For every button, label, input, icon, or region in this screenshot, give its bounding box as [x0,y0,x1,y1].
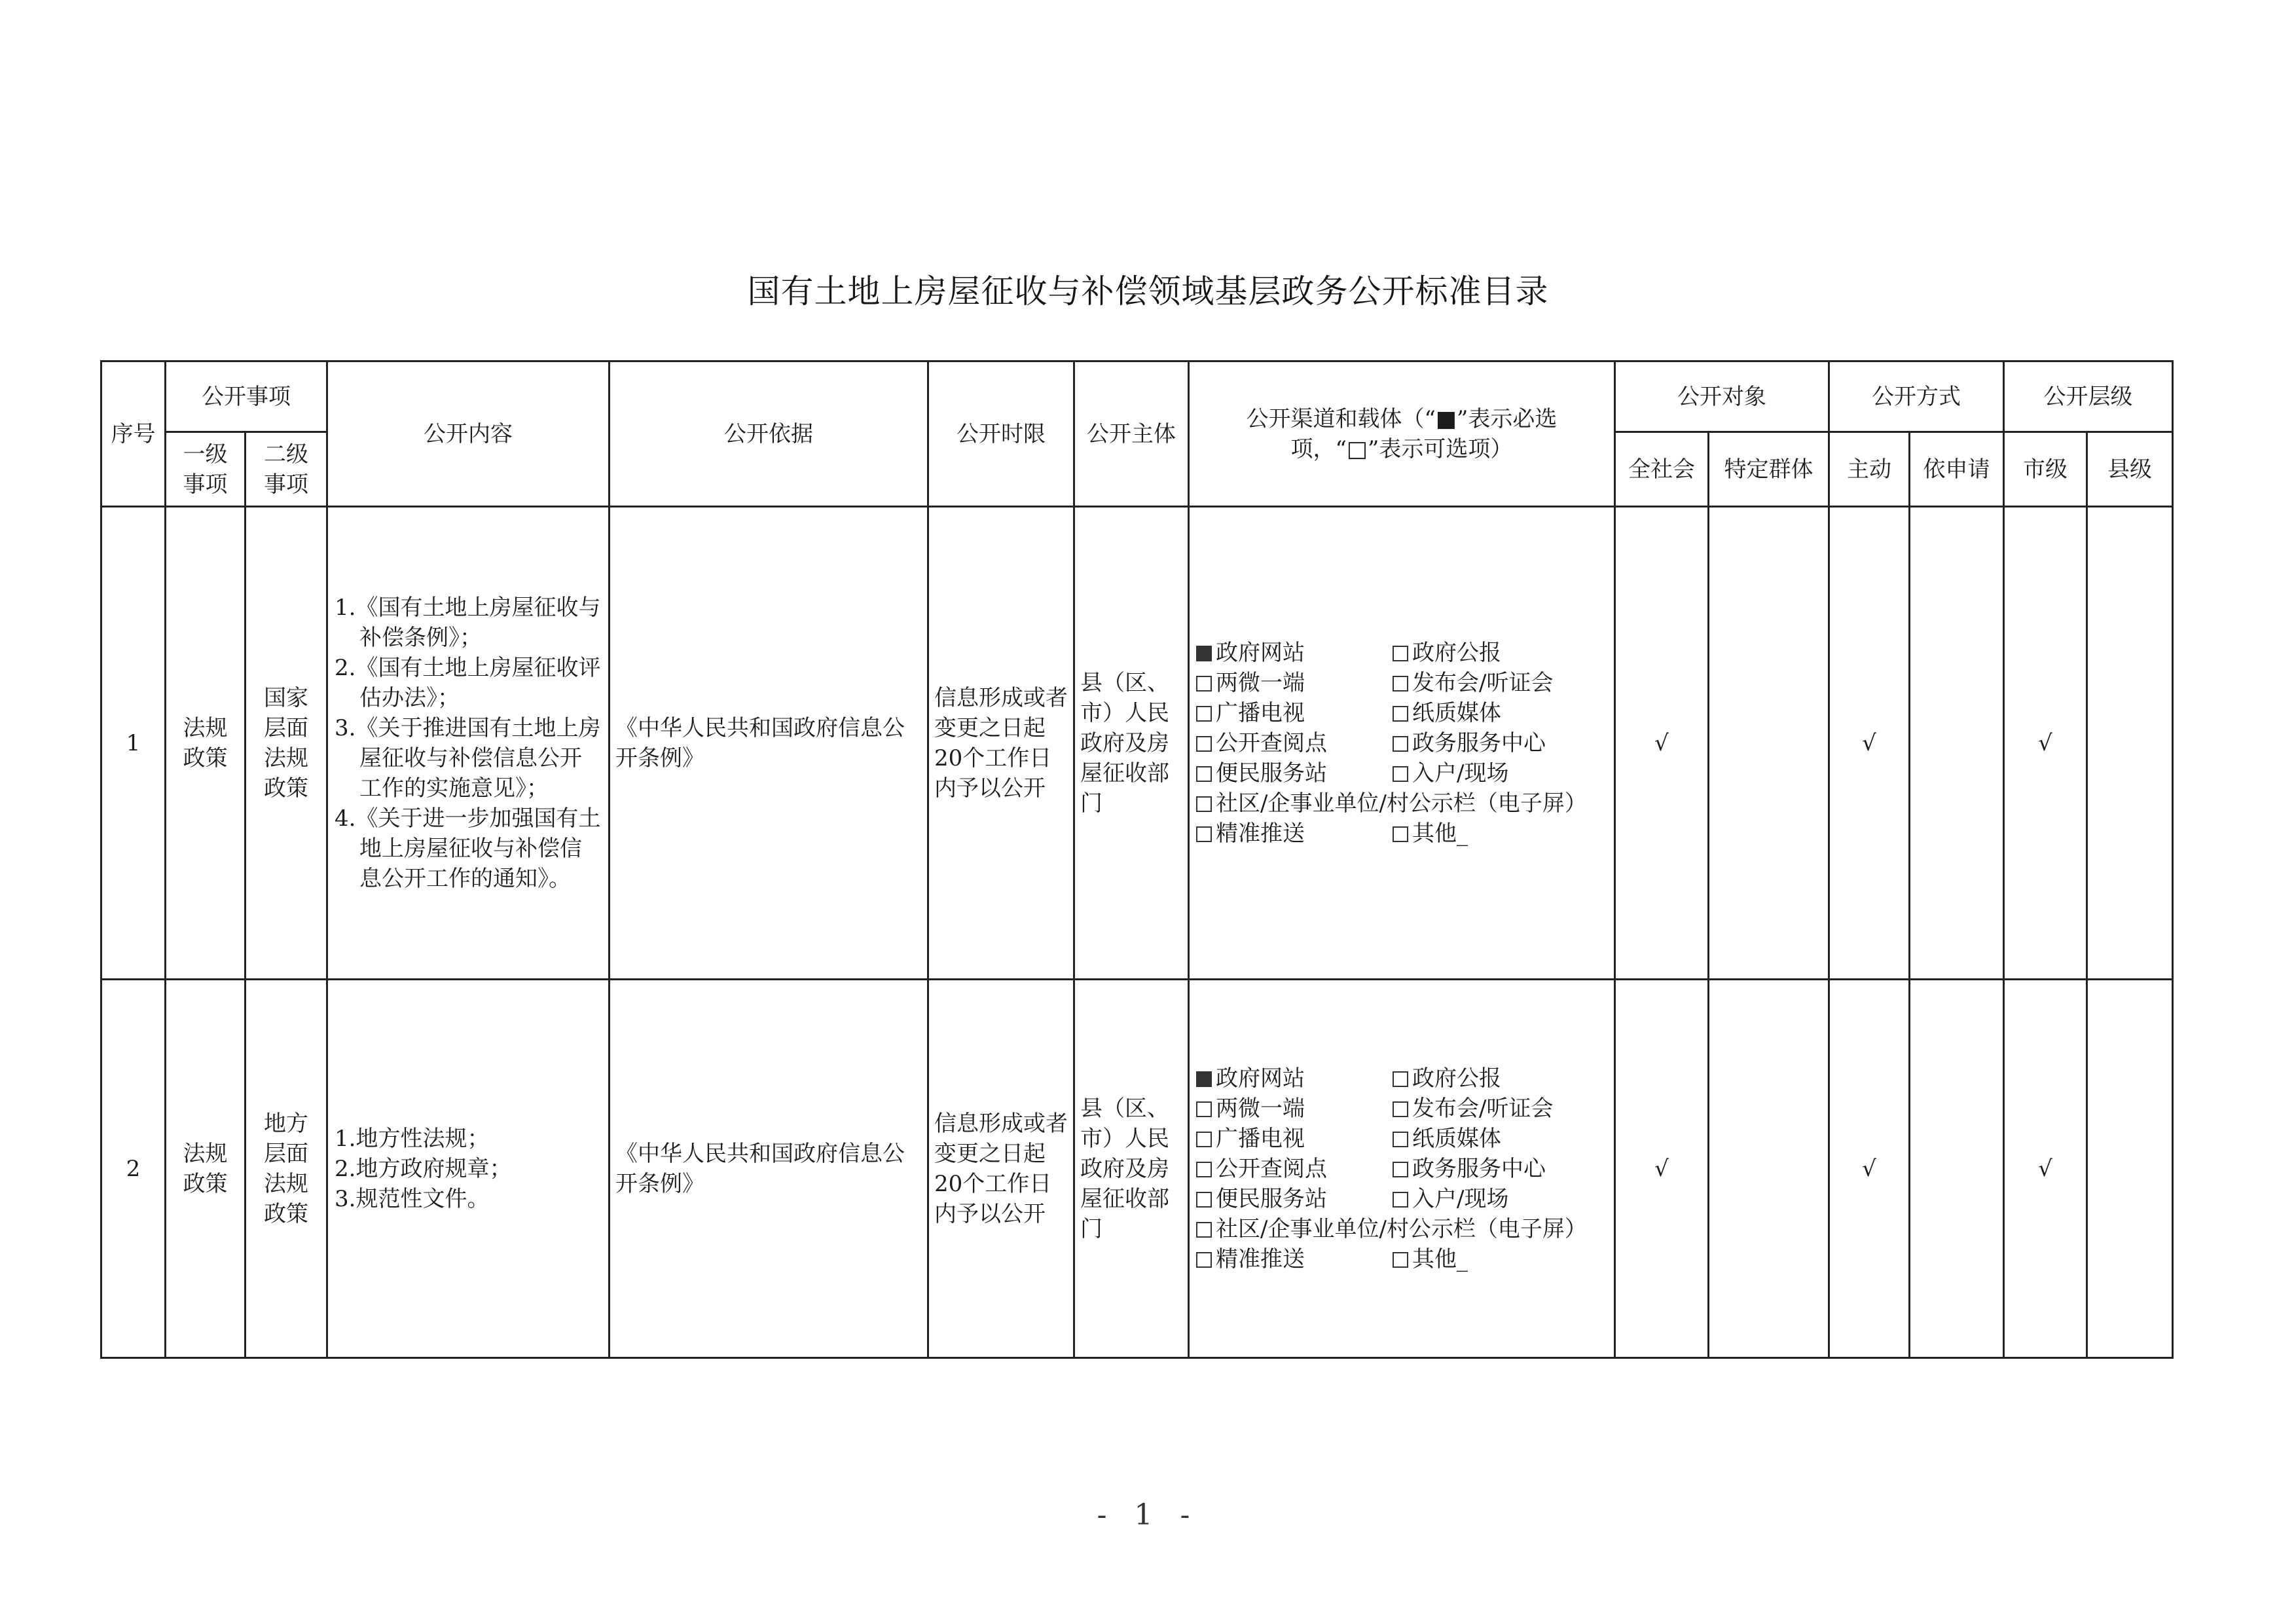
empty-square-icon [1196,676,1212,692]
channel-option [1393,698,1609,728]
row-seq: 2 [101,980,166,1358]
empty-square-icon [1196,736,1212,752]
header-level2-line2: 事项 [264,471,308,498]
channel-label: 公开查阅点 [1216,729,1327,756]
row-time-limit: 信息形成或者变更之日起20个工作日内予以公开 [928,507,1074,980]
channel-option [1196,1184,1393,1214]
channel-label: 纸质媒体 [1412,1125,1501,1152]
catalog-table [100,360,2174,1359]
level-city-check: √ [2004,980,2087,1358]
level-city-check: √ [2004,507,2087,980]
header-level: 公开层级 [2004,361,2173,432]
channel-label: 政务服务中心 [1412,729,1546,756]
channel-option [1196,698,1393,728]
channel-label: 入户/现场 [1412,760,1509,786]
row-level2-line: 地方 [264,1110,308,1137]
header-level-county: 县级 [2087,432,2173,507]
channel-label: 广播电视 [1216,1125,1305,1152]
channel-label: 便民服务站 [1216,1185,1327,1212]
empty-square-icon [1393,1071,1408,1087]
table-row [101,980,2173,1358]
header-level2 [246,432,327,507]
header-method-active: 主动 [1829,432,1910,507]
row-level2-line: 法规 [264,1170,308,1197]
channel-label: 发布会/听证会 [1412,669,1554,696]
channel-label: 政府网站 [1216,639,1305,666]
empty-square-icon [1393,1192,1408,1208]
empty-square-icon [1196,766,1212,782]
channel-option [1393,758,1609,788]
channel-label: 政务服务中心 [1412,1155,1546,1182]
row-level2-line: 政策 [264,1200,308,1227]
channel-option [1393,668,1609,698]
row-content [327,980,610,1358]
header-target: 公开对象 [1615,361,1829,432]
row-level1-line: 法规 [183,714,228,741]
header-target-specific: 特定群体 [1709,432,1829,507]
channel-option [1196,1094,1393,1124]
channel-option [1196,788,1609,819]
channel-option [1393,819,1609,849]
channel-label: 精准推送 [1216,820,1305,847]
channel-option [1393,1184,1609,1214]
empty-square-icon [1393,736,1408,752]
empty-square-icon [1196,1252,1212,1268]
empty-square-icon [1196,796,1212,812]
header-subject: 公开主体 [1074,361,1189,507]
content-item: 1.《国有土地上房屋征收与补偿条例》； [335,594,601,651]
row-subject: 县（区、市）人民政府及房屋征收部门 [1074,980,1189,1358]
row-level2-line: 层面 [264,714,308,741]
channel-label: 其他_ [1412,820,1468,847]
channel-label: 其他_ [1412,1246,1468,1272]
empty-square-icon [1393,646,1408,661]
channel-option [1196,758,1393,788]
header-level-city: 市级 [2004,432,2087,507]
channel-label: 广播电视 [1216,699,1305,726]
channel-option [1393,1124,1609,1154]
page-number: - 1 - [1097,1498,1199,1532]
channel-label: 政府公报 [1412,639,1501,666]
row-level2 [246,507,327,980]
target-specific-check [1709,980,1829,1358]
header-level1 [166,432,246,507]
channel-label: 便民服务站 [1216,760,1327,786]
row-level1-line: 政策 [183,1170,228,1197]
level-county-check [2087,507,2173,980]
method-request-check [1910,507,2004,980]
header-level1-line1: 一级 [183,441,228,468]
content-item: 1.地方性法规； [335,1125,490,1152]
channel-label: 精准推送 [1216,1246,1305,1272]
header-channels-line2: 项，“□”表示可选项） [1290,435,1513,462]
row-level2-line: 层面 [264,1140,308,1167]
method-active-check: √ [1829,980,1910,1358]
header-basis: 公开依据 [610,361,928,507]
content-item: 2.《国有土地上房屋征收评估办法》； [335,654,601,711]
header-target-all: 全社会 [1615,432,1709,507]
row-time-limit: 信息形成或者变更之日起20个工作日内予以公开 [928,980,1074,1358]
row-content [327,507,610,980]
channel-option [1196,1154,1393,1184]
empty-square-icon [1196,706,1212,722]
row-level2 [246,980,327,1358]
channel-label: 纸质媒体 [1412,699,1501,726]
content-item: 3.《关于推进国有土地上房屋征收与补偿信息公开工作的实施意见》； [335,714,601,802]
empty-square-icon [1393,1252,1408,1268]
channel-label: 社区/企事业单位/村公示栏（电子屏） [1216,1215,1587,1242]
channel-option [1393,638,1609,668]
empty-square-icon [1196,1101,1212,1117]
row-basis: 《中华人民共和国政府信息公开条例》 [610,980,928,1358]
filled-square-icon [1196,646,1212,661]
channel-option [1196,1063,1393,1094]
channel-label: 社区/企事业单位/村公示栏（电子屏） [1216,790,1587,817]
header-seq: 序号 [101,361,166,507]
channel-option [1196,728,1393,758]
header-time-limit: 公开时限 [928,361,1074,507]
channel-option [1393,1154,1609,1184]
row-level2-line: 法规 [264,745,308,771]
channel-option [1393,1063,1609,1094]
channel-option [1393,1244,1609,1274]
empty-square-icon [1393,1162,1408,1177]
channel-label: 发布会/听证会 [1412,1095,1554,1122]
empty-square-icon [1393,676,1408,692]
row-level2-line: 国家 [264,684,308,711]
empty-square-icon [1393,706,1408,722]
target-specific-check [1709,507,1829,980]
header-method: 公开方式 [1829,361,2004,432]
row-subject: 县（区、市）人民政府及房屋征收部门 [1074,507,1189,980]
row-seq: 1 [101,507,166,980]
target-all-check: √ [1615,507,1709,980]
empty-square-icon [1196,1162,1212,1177]
header-method-request: 依申请 [1910,432,2004,507]
content-item: 2.地方政府规章； [335,1155,512,1182]
row-level1 [166,507,246,980]
method-active-check: √ [1829,507,1910,980]
header-channels-line1: 公开渠道和载体（“■”表示必选 [1246,405,1558,432]
channel-label: 两微一端 [1216,1095,1305,1122]
row-level1-line: 政策 [183,745,228,771]
channel-option [1196,1214,1609,1244]
channel-label: 公开查阅点 [1216,1155,1327,1182]
content-item: 4.《关于进一步加强国有土地上房屋征收与补偿信息公开工作的通知》。 [335,805,601,892]
channel-label: 政府公报 [1412,1065,1501,1092]
channel-label: 两微一端 [1216,669,1305,696]
empty-square-icon [1196,1222,1212,1238]
empty-square-icon [1393,826,1408,842]
channel-option [1393,1094,1609,1124]
row-basis: 《中华人民共和国政府信息公开条例》 [610,507,928,980]
channel-option [1196,819,1393,849]
row-channels [1189,980,1615,1358]
header-level2-line1: 二级 [264,441,308,468]
level-county-check [2087,980,2173,1358]
row-level2-line: 政策 [264,775,308,802]
channel-label: 入户/现场 [1412,1185,1509,1212]
channel-option [1196,638,1393,668]
channel-option [1393,728,1609,758]
empty-square-icon [1393,766,1408,782]
table-row [101,507,2173,980]
header-level1-line2: 事项 [183,471,228,498]
channel-option [1196,668,1393,698]
empty-square-icon [1196,1132,1212,1147]
empty-square-icon [1393,1101,1408,1117]
method-request-check [1910,980,2004,1358]
empty-square-icon [1393,1132,1408,1147]
document-title: 国有土地上房屋征收与补偿领域基层政务公开标准目录 [747,272,1549,310]
row-channels [1189,507,1615,980]
channel-option [1196,1124,1393,1154]
header-content: 公开内容 [327,361,610,507]
empty-square-icon [1196,826,1212,842]
row-level1 [166,980,246,1358]
header-channels [1189,361,1615,507]
row-level1-line: 法规 [183,1140,228,1167]
filled-square-icon [1196,1071,1212,1087]
channel-label: 政府网站 [1216,1065,1305,1092]
content-item: 3.规范性文件。 [335,1185,490,1212]
target-all-check: √ [1615,980,1709,1358]
empty-square-icon [1196,1192,1212,1208]
header-items: 公开事项 [166,361,327,432]
channel-option [1196,1244,1393,1274]
